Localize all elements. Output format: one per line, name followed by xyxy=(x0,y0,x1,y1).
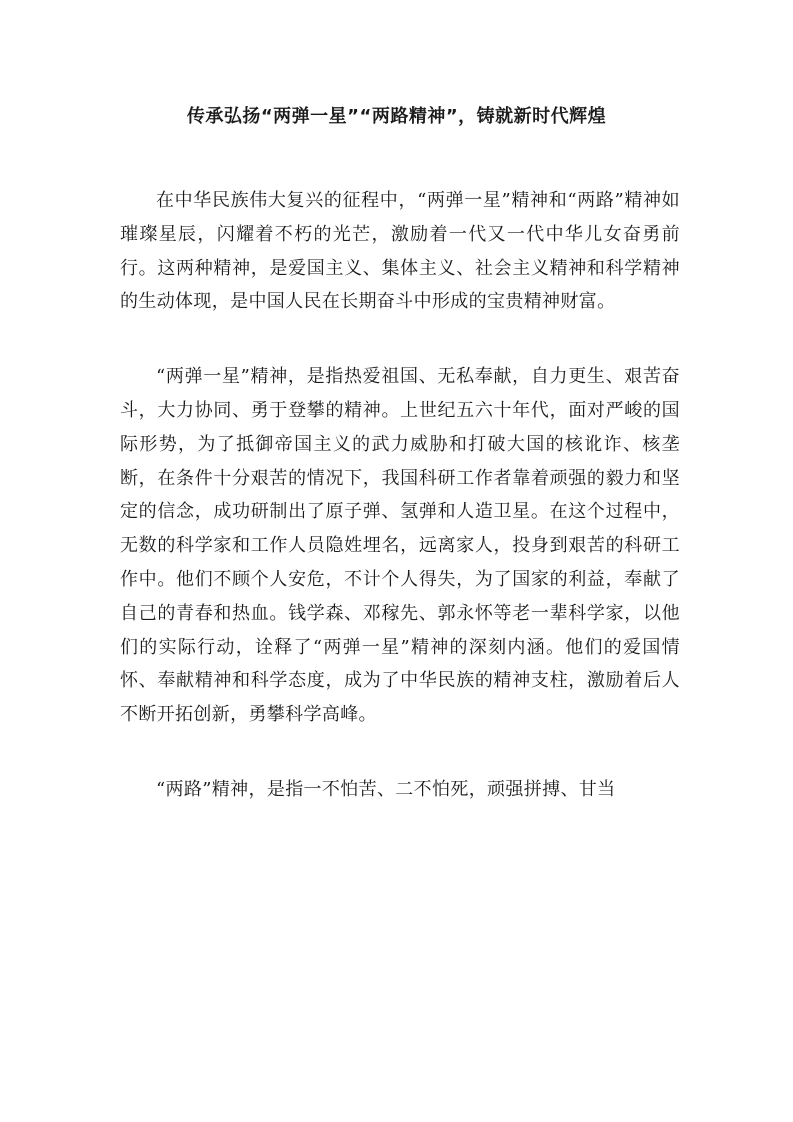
paragraph-two-roads: “两路”精神，是指一不怕苦、二不怕死，顽强拼搏、甘当 xyxy=(156,778,616,800)
document-title: 传承弘扬“两弹一星”“两路精神”，铸就新时代辉煌 xyxy=(186,106,607,127)
paragraph-two-bombs-one-satellite: “两弹一星”精神，是指热爱祖国、无私奉献，自力更生、艰苦奋斗，大力协同、勇于登攀的精神。上世纪五六十年代，面对严峻的国际形势，为了抵御帝国主义的武力威胁和打破大国的核讹诈、核垄断，在条件十分艰苦的情况下，我国科研工作者靠着顽强的毅力和坚定的信念，成功研制出了原子弹、氢弹和人造卫星。在这个过程中，无数的科学家和工作人员隐姓埋名，远离家人，投身到艰苦的科研工作中。他们不顾个人安危，不计个人得失，为了国家的利益，奉献了自己的青春和热血。钱学森、邓稼先、郭永怀等老一辈科学家，以他们的实际行动，诠释了“两弹一星”精神的深刻内涵。他们的爱国情怀、奉献精神和科学态度，成为了中华民族的精神支柱，激励着后人不断开拓创新，勇攀科学高峰。 xyxy=(120,366,680,726)
document-body xyxy=(120,184,680,848)
paragraph-intro: 在中华民族伟大复兴的征程中，“两弹一星”精神和“两路”精神如璀璨星辰，闪耀着不朽的光芒，激励着一代又一代中华儿女奋勇前行。这两种精神，是爱国主义、集体主义、社会主义精神和科学精神的生动体现，是中国人民在长期奋斗中形成的宝贵精神财富。 xyxy=(120,190,680,313)
